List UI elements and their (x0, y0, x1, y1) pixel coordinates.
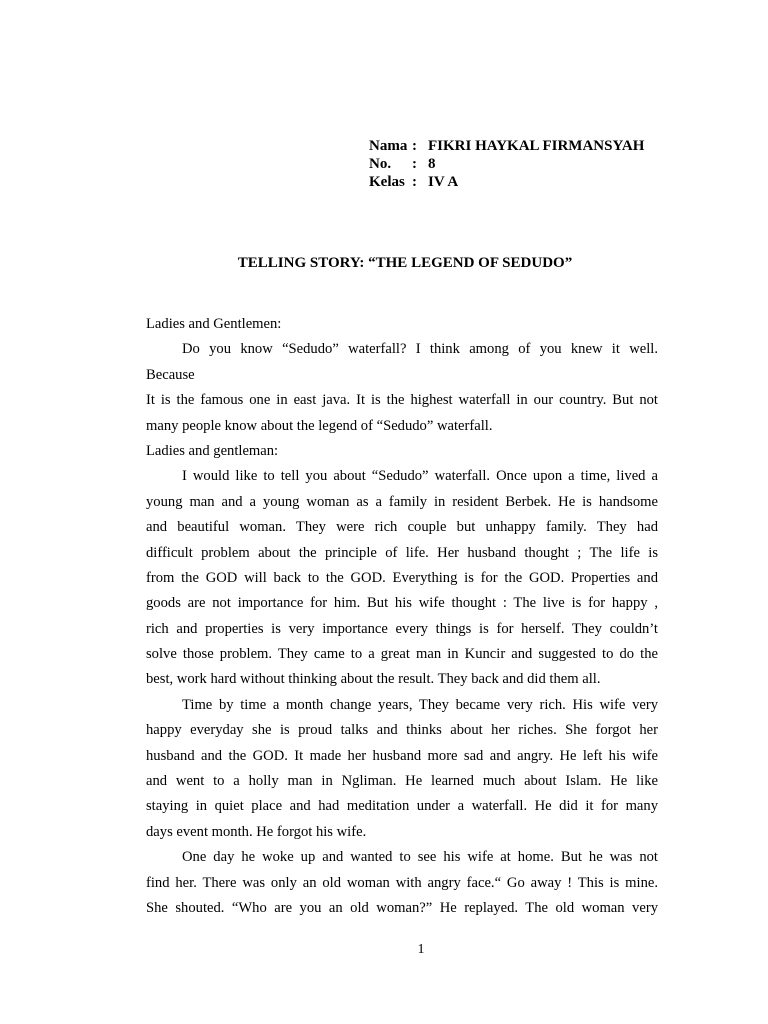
text-line: It is the famous one in east java. It is the highest waterfall in our country. But not (146, 392, 658, 409)
info-colon: : (412, 138, 417, 154)
text-line: Because (146, 366, 195, 383)
story-body (146, 312, 658, 921)
text-line: best, work hard without thinking about the result. They back and did them all. (146, 671, 601, 688)
info-label: Nama (369, 138, 408, 154)
student-info (369, 137, 644, 191)
text-line: Ladies and Gentlemen: (146, 316, 282, 332)
info-row-no (369, 155, 644, 173)
info-value: IV A (428, 174, 459, 190)
text-line: Time by time a month change years, They became very rich. His wife very (182, 696, 658, 713)
text-line: difficult problem about the principle of life. Her husband thought ; The life is (146, 544, 658, 561)
info-colon: : (412, 174, 417, 190)
text-line: Do you know “Sedudo” waterfall? I think among of you knew it well. (182, 341, 658, 358)
info-colon: : (412, 156, 417, 172)
info-value: 8 (428, 156, 436, 172)
info-label: Kelas (369, 174, 405, 190)
text-line: solve those problem. They came to a great man in Kuncir and suggested to do the (146, 646, 658, 663)
story-title: TELLING STORY: “THE LEGEND OF SEDUDO” (237, 255, 573, 271)
text-line: find her. There was only an old woman with angry face.“ Go away ! This is mine. (146, 874, 658, 891)
text-line: young man and a young woman as a family in resident Berbek. He is handsome (146, 493, 658, 510)
text-line: happy everyday she is proud talks and thinks about her riches. She forgot her (146, 722, 658, 739)
text-line: staying in quiet place and had meditation under a waterfall. He did it for many (146, 798, 658, 815)
text-line: and beautiful woman. They were rich couple but unhappy family. They had (146, 519, 658, 536)
text-line: rich and properties is very importance every things is for herself. They couldn’t (146, 620, 658, 637)
text-line: days event month. He forgot his wife. (146, 823, 367, 840)
info-row-nama (369, 137, 644, 155)
text-line: One day he woke up and wanted to see his wife at home. But he was not (182, 849, 658, 866)
text-line: from the GOD will back to the GOD. Everything is for the GOD. Properties and (146, 569, 658, 586)
text-line: husband and the GOD. It made her husband more sad and angry. He left his wife (146, 747, 658, 764)
text-line: She shouted. “Who are you an old woman?” He replayed. The old woman very (146, 899, 658, 916)
text-line: and went to a holly man in Ngliman. He learned much about Islam. He like (146, 773, 658, 790)
text-line: I would like to tell you about “Sedudo” waterfall. Once upon a time, lived a (182, 468, 658, 485)
page-number: 1 (417, 942, 425, 957)
text-line: Ladies and gentleman: (146, 442, 279, 459)
text-line: goods are not importance for him. But his wife thought : The live is for happy , (146, 595, 658, 612)
text-line: many people know about the legend of “Sedudo” waterfall. (146, 417, 493, 434)
info-row-kelas (369, 173, 644, 191)
info-value: FIKRI HAYKAL FIRMANSYAH (428, 138, 645, 154)
info-label: No. (369, 156, 392, 172)
